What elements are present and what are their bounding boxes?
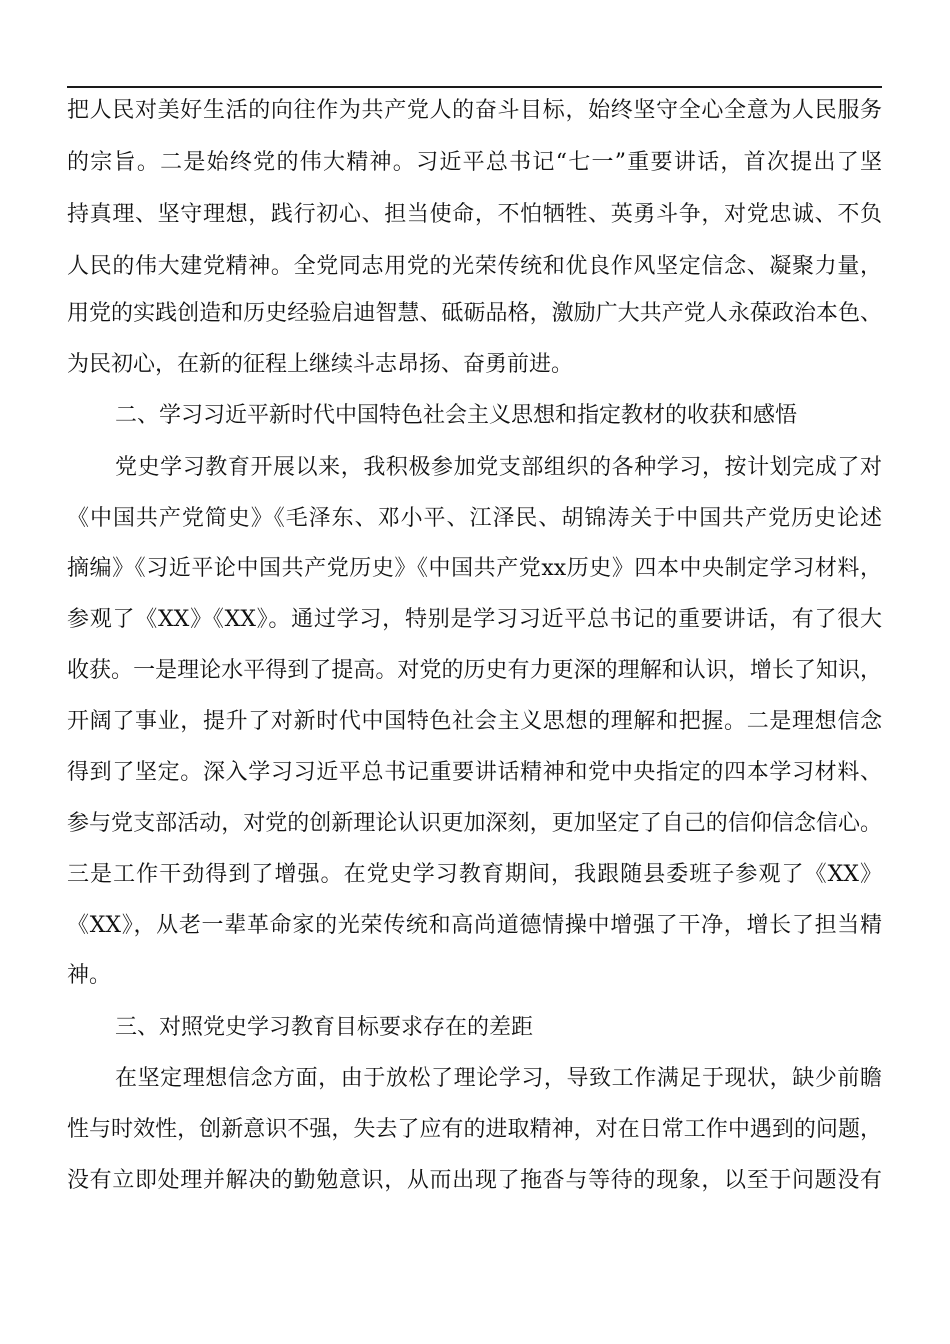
body-line: 三是工作干劲得到了增强。在党史学习教育期间，我跟随县委班子参观了《XX》 bbox=[67, 862, 882, 887]
body-line: 开阔了事业，提升了对新时代中国特色社会主义思想的理解和把握。二是理想信念 bbox=[67, 709, 882, 734]
body-line: 神。 bbox=[67, 963, 112, 988]
section-heading-3: 三、对照党史学习教育目标要求存在的差距 bbox=[115, 1015, 534, 1040]
body-line: 参观了《XX》《XX》。通过学习，特别是学习习近平总书记的重要讲话，有了很大 bbox=[67, 607, 882, 632]
body-line: 没有立即处理并解决的勤勉意识，从而出现了拖沓与等待的现象，以至于问题没有 bbox=[67, 1168, 882, 1193]
body-line: 持真理、坚守理想，践行初心、担当使命，不怕牺牲、英勇斗争，对党忠诚、不负 bbox=[67, 202, 882, 227]
body-line: 参与党支部活动，对党的创新理论认识更加深刻，更加坚定了自己的信仰信念信心。 bbox=[67, 811, 882, 836]
body-line: 在坚定理想信念方面，由于放松了理论学习，导致工作满足于现状，缺少前瞻 bbox=[115, 1066, 882, 1091]
section-heading-2: 二、学习习近平新时代中国特色社会主义思想和指定教材的收获和感悟 bbox=[115, 403, 798, 428]
body-line: 人民的伟大建党精神。全党同志用党的光荣传统和优良作风坚定信念、凝聚力量， bbox=[67, 254, 882, 279]
body-line: 党史学习教育开展以来，我积极参加党支部组织的各种学习，按计划完成了对 bbox=[115, 455, 882, 480]
body-line: 摘编》《习近平论中国共产党历史》《中国共产党xx历史》四本中央制定学习材料， bbox=[67, 556, 882, 581]
body-line: 性与时效性，创新意识不强，失去了应有的进取精神，对在日常工作中遇到的问题， bbox=[67, 1117, 882, 1142]
body-line: 得到了坚定。深入学习习近平总书记重要讲话精神和党中央指定的四本学习材料、 bbox=[67, 760, 882, 785]
body-line: 《中国共产党简史》《毛泽东、邓小平、江泽民、胡锦涛关于中国共产党历史论述 bbox=[67, 506, 882, 531]
body-line: 的宗旨。二是始终党的伟大精神。习近平总书记“七一”重要讲话，首次提出了坚 bbox=[67, 150, 882, 175]
body-line: 把人民对美好生活的向往作为共产党人的奋斗目标，始终坚守全心全意为人民服务 bbox=[67, 98, 882, 123]
body-line: 用党的实践创造和历史经验启迪智慧、砥砺品格，激励广大共产党人永葆政治本色、 bbox=[67, 301, 882, 326]
body-line: 为民初心，在新的征程上继续斗志昂扬、奋勇前进。 bbox=[67, 352, 574, 377]
body-line: 《XX》，从老一辈革命家的光荣传统和高尚道德情操中增强了干净，增长了担当精 bbox=[67, 913, 882, 938]
body-line: 收获。一是理论水平得到了提高。对党的历史有力更深的理解和认识，增长了知识， bbox=[67, 658, 882, 683]
header-rule bbox=[67, 86, 882, 88]
